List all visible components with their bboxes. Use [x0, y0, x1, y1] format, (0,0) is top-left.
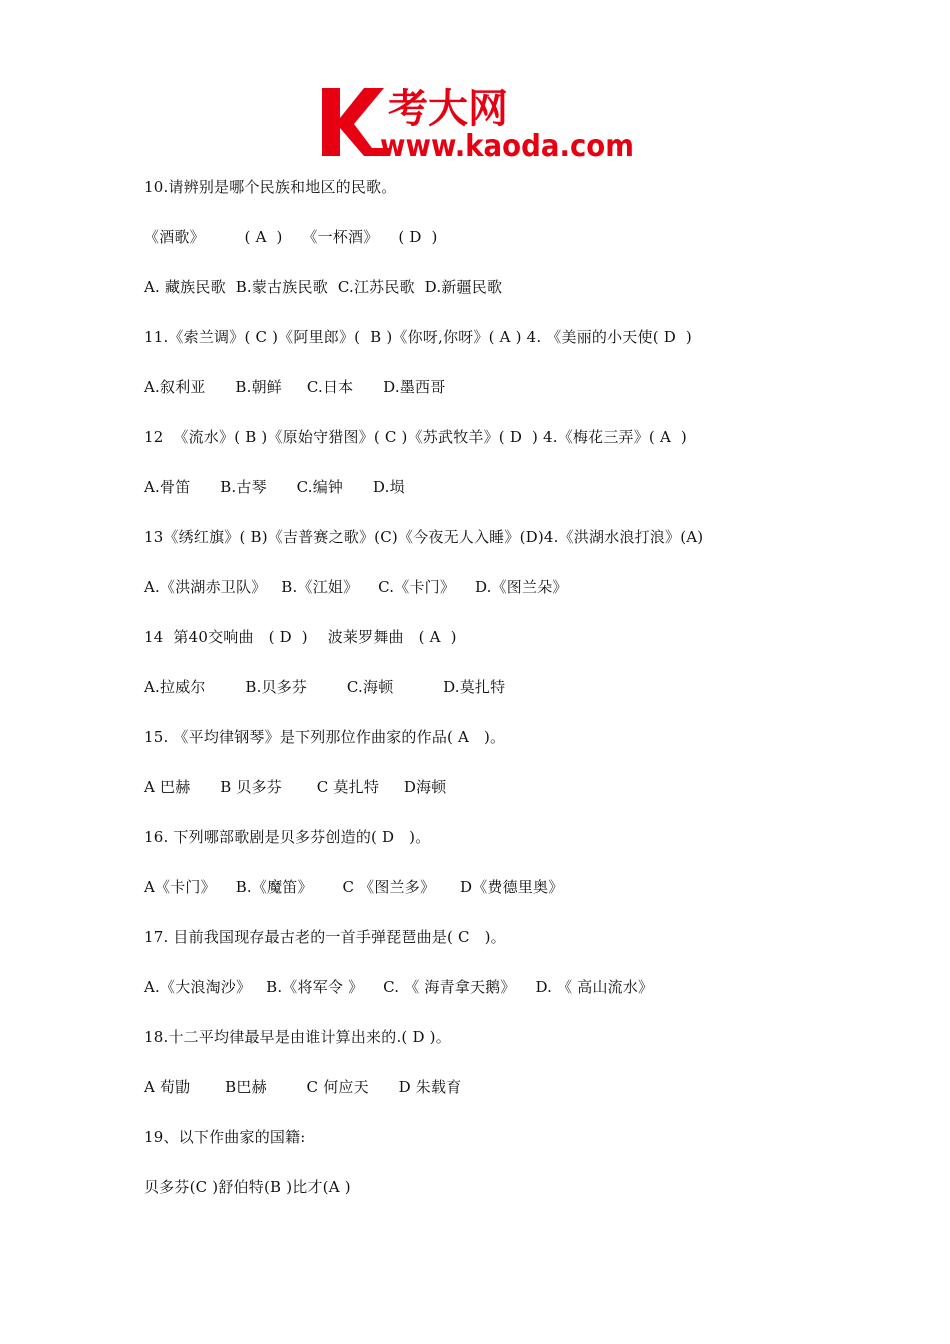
question-12-answers: 12 《流水》( B )《原始守猎图》( C )《苏武牧羊》( D ) 4.《梅花三弄》( A ): [144, 428, 687, 446]
question-12-options: A.骨笛 B.古琴 C.编钟 D.埙: [144, 478, 405, 496]
question-16-prompt: 16. 下列哪部歌剧是贝多芬创造的( D )。: [144, 828, 431, 846]
question-17-options: A.《大浪淘沙》 B.《将军令 》 C. 《 海青拿天鹅》 D. 《 高山流水》: [144, 978, 654, 996]
question-18-prompt: 18.十二平均律最早是由谁计算出来的.( D )。: [144, 1028, 451, 1046]
question-15-options: A 巴赫 B 贝多芬 C 莫扎特 D海顿: [144, 778, 447, 796]
kaoda-logo-graphic: [318, 84, 638, 160]
question-10-options: A. 藏族民歌 B.蒙古族民歌 C.江苏民歌 D.新疆民歌: [144, 278, 503, 296]
question-14-answers: 14 第40交响曲 ( D ) 波莱罗舞曲 ( A ): [144, 628, 457, 646]
question-19-answers: 贝多芬(C )舒伯特(B )比才(A ): [144, 1178, 351, 1196]
question-18-options: A 荀勖 B巴赫 C 何应天 D 朱载育: [144, 1078, 462, 1096]
question-13-answers: 13《绣红旗》( B)《吉普赛之歌》(C)《今夜无人入睡》(D)4.《洪湖水浪打浪》(A): [144, 528, 704, 546]
question-14-options: A.拉威尔 B.贝多芬 C.海顿 D.莫扎特: [144, 678, 506, 696]
kaoda-logo: [318, 84, 638, 160]
question-13-options: A.《洪湖赤卫队》 B.《江姐》 C.《卡门》 D.《图兰朵》: [144, 578, 568, 596]
question-15-prompt: 15. 《平均律钢琴》是下列那位作曲家的作品( A )。: [144, 728, 506, 746]
question-10-prompt: 10.请辨别是哪个民族和地区的民歌。: [144, 178, 397, 196]
question-list: [144, 174, 844, 1224]
question-19-prompt: 19、以下作曲家的国籍:: [144, 1128, 306, 1146]
logo-brand-text: 考大网: [388, 86, 508, 132]
question-16-options: A《卡门》 B.《魔笛》 C 《图兰多》 D《费德里奥》: [144, 878, 564, 896]
question-11-answers: 11.《索兰调》( C )《阿里郎》( B )《你呀,你呀》( A ) 4. 《美丽的小天使( D ): [144, 328, 692, 346]
question-17-prompt: 17. 目前我国现存最古老的一首手弹琵琶曲是( C )。: [144, 928, 506, 946]
question-10-answers: 《酒歌》 ( A ) 《一杯酒》 ( D ): [144, 228, 438, 246]
logo-url-text: www.kaoda.com: [380, 129, 634, 160]
question-11-options: A.叙利亚 B.朝鲜 C.日本 D.墨西哥: [144, 378, 446, 396]
